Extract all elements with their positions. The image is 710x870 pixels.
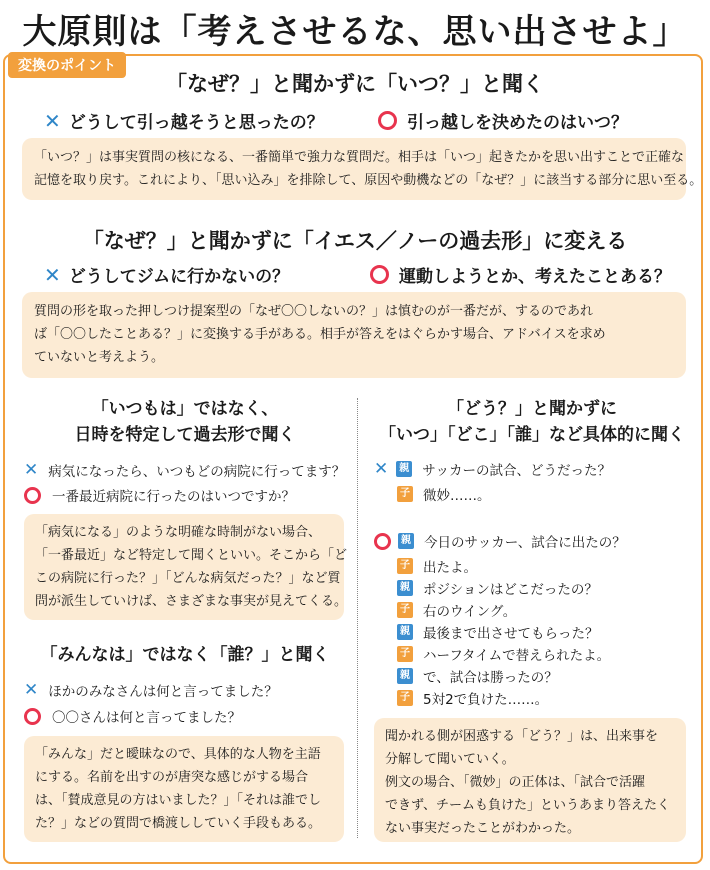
left-bottom-bad-example: [24, 680, 278, 700]
note-line: は、「賛成意見の方はいました？」「それは誰でし: [35, 793, 322, 808]
left-bottom-good-text: 〇〇さんは何と言ってました？: [52, 710, 241, 726]
left-top-note: [24, 514, 348, 620]
dialog-line: [374, 530, 626, 552]
note-line: 例文の場合、「微妙」の正体は、「試合で活躍: [385, 775, 646, 790]
dialog-text: 今日のサッカー、試合に出たの？: [424, 535, 626, 551]
child-badge: 子: [397, 690, 413, 706]
circle-icon: [24, 708, 41, 725]
dialog-replies: [374, 555, 626, 709]
dialog-line: [374, 458, 611, 480]
right-bad-dialog: [374, 458, 611, 505]
note-line: 聞かれる側が困惑する「どう？」は、出来事を: [385, 729, 659, 744]
dialog-text: ハーフタイムで替えられたよ。: [423, 648, 611, 664]
heading-line: 日時を特定して過去形で聞く: [74, 425, 296, 445]
note-line: にする。名前を出すのが唐突な感じがする場合: [35, 770, 309, 785]
note-line: ていないと考えよう。: [34, 350, 165, 365]
cross-icon: ✕: [44, 262, 61, 287]
child-badge: 子: [397, 602, 413, 618]
left-bottom-note: [24, 736, 344, 842]
left-bottom-bad-text: ほかのみなさんは何と言ってました？: [48, 684, 278, 700]
page-title: 大原則は「考えさせるな、思い出させよ」: [22, 12, 688, 52]
section1-good-text: 引っ越しを決めたのはいつ？: [407, 113, 628, 133]
note-line: 記憶を取り戻す。これにより、「思い込み」を排除して、原因や動機などの「なぜ？」に該当する部分に思い至る。: [34, 173, 703, 188]
dialog-text: で、試合は勝ったの？: [423, 670, 558, 686]
left-top-heading: [20, 396, 350, 448]
left-top-bad-text: 病気になったら、いつもどの病院に行ってます？: [48, 464, 346, 480]
note-line: 質問の形を取った押しつけ提案型の「なぜ〇〇しないの？」は慎むのが一番だが、するのであれ: [34, 304, 594, 319]
section1-good-example: [378, 108, 628, 133]
section2-note: [22, 292, 686, 378]
cross-icon: ✕: [24, 679, 39, 700]
left-bottom-heading: 「みんなは」ではなく「誰？」と聞く: [40, 645, 330, 665]
dialog-line: [397, 577, 626, 599]
note-line: 「みんな」だと曖昧なので、具体的な人物を主語: [35, 747, 321, 762]
dialog-line: [397, 665, 626, 687]
note-line: ない事実だったことがわかった。: [385, 821, 581, 836]
heading-line: 「いつ」「どこ」「誰」など具体的に聞く: [379, 425, 685, 445]
left-top-good-text: 一番最近病院に行ったのはいつですか？: [52, 489, 295, 505]
section-tag: 変換のポイント: [8, 52, 126, 78]
circle-icon: [370, 265, 389, 284]
section2-bad-example: [44, 262, 289, 287]
section2-good-example: [370, 262, 671, 287]
heading-line: 「いつもは」ではなく、: [91, 399, 279, 419]
cross-icon: ✕: [24, 459, 39, 480]
section1-heading: 「なぜ？」と聞かずに「いつ？」と聞く: [166, 72, 544, 96]
right-note: [374, 718, 686, 842]
parent-badge: 親: [396, 461, 412, 477]
parent-badge: 親: [397, 668, 413, 684]
dialog-text: サッカーの試合、どうだった？: [422, 463, 611, 479]
note-line: 問が派生していけば、さまざまな事実が見えてくる。: [35, 594, 348, 609]
right-good-dialog: [374, 530, 626, 709]
child-badge: 子: [397, 558, 413, 574]
dialog-line: [397, 621, 626, 643]
parent-badge: 親: [397, 580, 413, 596]
section2-bad-text: どうしてジムに行かないの？: [68, 267, 290, 287]
circle-icon: [374, 533, 391, 550]
parent-badge: 親: [397, 624, 413, 640]
left-top-bad-example: [24, 460, 345, 480]
note-line: 「一番最近」など特定して聞くといい。そこから「ど: [35, 548, 348, 563]
dialog-line: [397, 555, 626, 577]
dialog-text: ポジションはどこだったの？: [423, 582, 598, 598]
cross-icon: ✕: [44, 108, 61, 133]
note-line: 分解して聞いていく。: [385, 752, 515, 767]
dialog-line: [397, 687, 626, 709]
dialog-line: [374, 483, 611, 505]
dialog-text: 微妙……。: [423, 488, 491, 504]
child-badge: 子: [397, 486, 413, 502]
section1-bad-example: [44, 108, 324, 133]
section2-good-text: 運動しようとか、考えたことある？: [399, 267, 671, 287]
dialog-text: 最後まで出させてもらった？: [423, 626, 599, 642]
circle-icon: [24, 487, 41, 504]
dialog-line: [397, 599, 626, 621]
dialog-text: 出たよ。: [423, 560, 477, 576]
column-divider: [357, 398, 358, 838]
note-line: できず、チームも負けた」というあまり答えたく: [385, 798, 670, 813]
circle-icon: [378, 111, 397, 130]
note-line: た？」などの質問で橋渡ししていく手段もある。: [35, 816, 322, 831]
left-bottom-good-example: [24, 706, 241, 726]
note-line: この病院に行った？」「どんな病気だった？」など質: [35, 571, 341, 586]
left-top-good-example: [24, 485, 295, 505]
dialog-line: [397, 643, 626, 665]
section1-note: [22, 138, 703, 200]
section1-bad-text: どうして引っ越そうと思ったの？: [68, 113, 324, 133]
cross-icon: ✕: [374, 458, 389, 479]
child-badge: 子: [397, 646, 413, 662]
dialog-text: 右のウイング。: [423, 604, 517, 620]
right-heading: [362, 396, 702, 448]
note-line: ば「〇〇したことある？」に変換する手がある。相手が答えをはぐらかす場合、アドバイスを求め: [34, 327, 606, 342]
note-line: 「いつ？」は事実質問の核になる、一番簡単で強力な質問だ。相手は「いつ」起きたかを思い出すことで正確な: [34, 150, 685, 165]
section2-heading: 「なぜ？」と聞かずに「イエス／ノーの過去形」に変える: [82, 229, 628, 253]
heading-line: 「どう？」と聞かずに: [447, 399, 617, 419]
note-line: 「病気になる」のような明確な時制がない場合、: [35, 525, 322, 540]
dialog-text: 5対2で負けた……。: [423, 692, 549, 708]
parent-badge: 親: [398, 533, 414, 549]
